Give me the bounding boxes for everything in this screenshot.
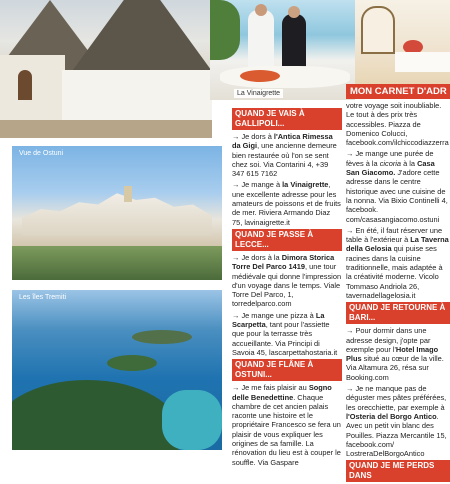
entry-torre (232, 253, 342, 309)
ostuni-caption: Vue de Ostuni (19, 150, 64, 157)
entry-name: Hotel Imago Plus (346, 344, 439, 364)
entry-italic: cicoria (379, 158, 402, 168)
heading-perds: QUAND JE ME PERDS DANS (346, 460, 450, 482)
heading-lecce: QUAND JE PASSE À LECCE... (232, 229, 342, 251)
entry-rimessa (232, 132, 342, 178)
entry-name: Sogno delle Benedettine (232, 383, 332, 402)
entry-text: → Je mange une purée de fèves à la (346, 149, 434, 168)
woman-person (282, 14, 306, 70)
entry-text: → Je dors à (232, 132, 274, 141)
entry-taverna (346, 226, 450, 300)
entry-text: → Je mange à (232, 180, 283, 190)
resto-caption: La Vinaigrette (234, 89, 283, 98)
entry-continued: votre voyage soit inoubliable. Le tout à des prix très accessibles. Piazza de Domenico Colucci, facebook.com/ilchiccodiazzerra (346, 101, 449, 148)
trullo-door (18, 70, 32, 100)
entry-text: . Avec un petit vin blanc des Pouilles. Piazza Mercantile 15, facebook.com/ LostreraDelBorgoAntico (346, 411, 447, 459)
text-column-b (346, 101, 450, 484)
seafood-plate (240, 70, 280, 82)
island-mid (107, 355, 157, 371)
entry-osteria (346, 384, 450, 458)
chef-head (255, 4, 267, 16)
entry-text: , une ancienne demeure bien restaurée où l'on se sent chez soi. Via Contarini 4, +39 347 615 7162 (232, 141, 337, 179)
entry-name: La Scarpetta (232, 310, 325, 330)
entry-text: , tant pour l'assiette que pour la terrasse très accueillante. Via Principi di Savoia 45, lascarpettahostaria.it (232, 320, 338, 357)
entry-text: qui puise ses racines dans la cuisine traditionnelle, mais adaptée à la créativité moderne. Vicolo Tommaso Andriola 26, tavernadellagelosia.it (346, 244, 443, 300)
street (0, 120, 212, 138)
tremiti-photo (12, 290, 222, 450)
heading-gallipoli: QUAND JE VAIS À GALLIPOLI... (232, 108, 342, 130)
entry-imago (346, 326, 450, 382)
carnet-banner: MON CARNET D'ADR (346, 84, 450, 99)
white-town (22, 191, 212, 236)
entry-text: → Je dors à la (232, 252, 282, 262)
entry-vinaigrette (232, 180, 342, 226)
entry-text: , une excellente adresse pour les amateurs de poissons et de fruits de mer. Riviera Armando Diaz 75, lavinaigrette.it (232, 180, 341, 227)
palm-tree (210, 0, 240, 60)
entry-sogno (232, 383, 342, 467)
entry-name: Casa San Giacomo. (346, 158, 435, 178)
chef-person (248, 10, 274, 70)
entry-text: . Chaque chambre de cet ancien palais raconte une histoire et le propriétaire Francesco se fera un plaisir de vous expliquer les origines de sa famille. La rénovation du lieu est à couper le souffle. Via Gaspare (232, 392, 341, 467)
entry-scarpetta (232, 311, 342, 357)
text-column-a (232, 106, 342, 469)
room-photo (355, 0, 450, 84)
entry-text: → Je me fais plaisir au (232, 383, 309, 393)
entry-name: l'Antica Rimessa da Gigi (232, 132, 333, 151)
woman-head (288, 6, 300, 18)
entry-casa-san-giacomo (346, 149, 450, 223)
entry-text: → En été, il faut réserver une table à l'extérieur à (346, 225, 443, 245)
turquoise-cove (162, 390, 222, 450)
entry-name: Dimora Storica Torre Del Parco 1419 (232, 252, 335, 272)
entry-text: → Je mange une pizza à (232, 310, 316, 320)
entry-text: J'adore cette adresse dans le centre historique avec une cuisine de la nonna. Via Bixio Continelli 4, facebook. com/casasangiacomo.ostuni (346, 168, 448, 224)
entry-text: → Pour dormir dans une adresse design, j'opte par exemple pour l' (346, 326, 431, 354)
heading-bari: QUAND JE RETOURNE À BARI... (346, 302, 450, 324)
entry-name: la Vinaigrette (282, 180, 329, 190)
trulli-photo (0, 0, 212, 138)
cathedral-tower (124, 186, 132, 202)
ostuni-photo (12, 146, 222, 280)
island-far (132, 330, 192, 344)
heading-ostuni: QUAND JE FLÂNE À OSTUNI... (232, 359, 342, 381)
island-near (12, 380, 182, 450)
bed (395, 52, 450, 72)
restaurant-photo (210, 0, 355, 100)
entry-text: → Je ne manque pas de déguster mes pâtes préférées, les orecchiette, par exemple à (346, 384, 447, 412)
entry-text: à la (401, 158, 418, 168)
entry-name: La Taverna della Gelosia (346, 235, 449, 254)
entry-text: , une tour médiévale qui donne l'impression d'un voyage dans le temps. Viale Torre Del Parco, 1, torredelparco.com (232, 262, 342, 309)
entry-text: situé au cœur de la ville. Via Altamura 26, résa sur Booking.com (346, 354, 444, 382)
trullo-wall-left (0, 55, 65, 125)
arched-mirror (361, 6, 395, 54)
olive-groves (12, 246, 222, 280)
tremiti-caption: Les îles Tremiti (19, 294, 67, 301)
entry-name: l'Osteria del Borgo Antico (346, 411, 437, 421)
